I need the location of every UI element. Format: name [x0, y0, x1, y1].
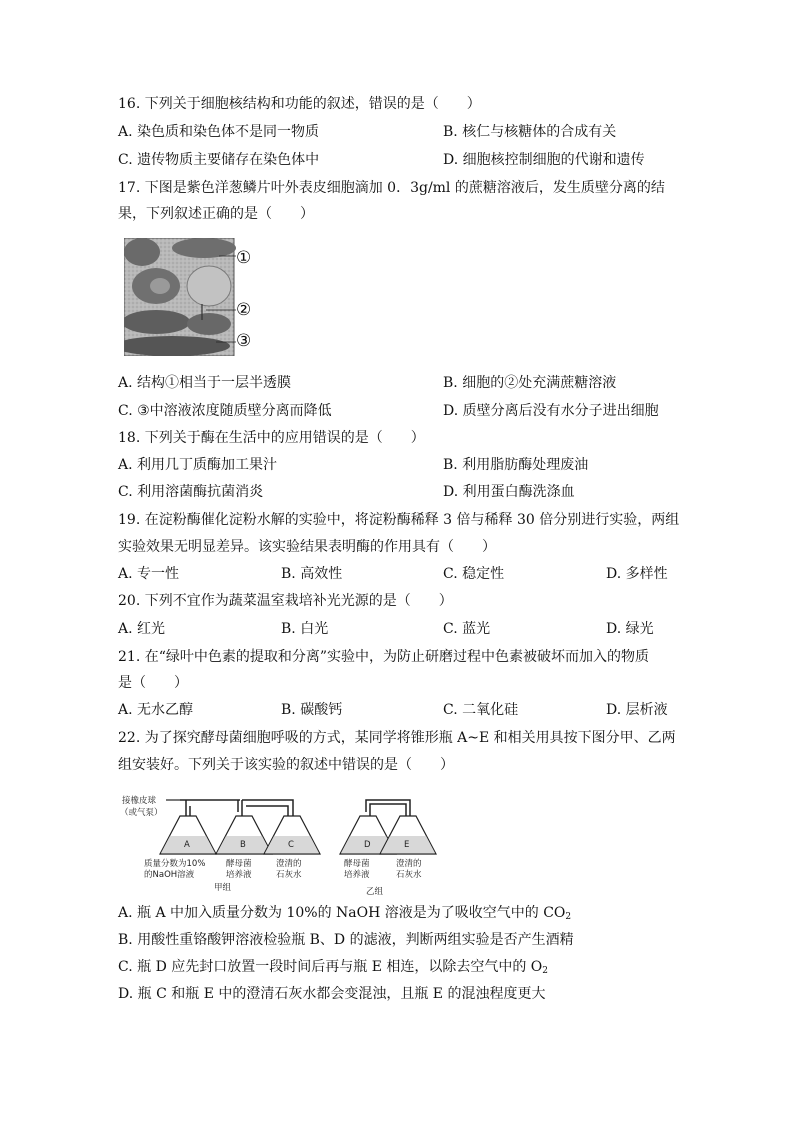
flask-e-letter: E: [404, 840, 410, 850]
lime-label-1-group2: 澄清的: [396, 859, 422, 869]
q20-option-b: B. 白光: [281, 621, 329, 637]
q22-stem-line1: 22. 为了探究酵母菌细胞呼吸的方式，某同学将锥形瓶 A~E 和相关用具按下图分甲、乙两: [118, 730, 676, 746]
q17-option-b: B. 细胞的②处充满蔗糖溶液: [443, 375, 617, 391]
yeast-label-2-group2: 培养液: [344, 870, 370, 880]
yeast-label-1-group2: 酵母菌: [344, 859, 370, 869]
lime-label-2-group1: 石灰水: [276, 870, 302, 880]
q16-option-d: D. 细胞核控制细胞的代谢和遗传: [443, 152, 645, 168]
q19-option-b: B. 高效性: [281, 566, 343, 582]
figure-label-1: ①: [236, 248, 252, 268]
q16-option-c: C. 遗传物质主要储存在染色体中: [118, 152, 320, 168]
q19-option-a: A. 专一性: [118, 566, 180, 582]
yeast-respiration-apparatus-figure: [118, 792, 448, 897]
q16-stem: 16. 下列关于细胞核结构和功能的叙述，错误的是（ ）: [118, 96, 481, 112]
q21-stem-line2: 是（ ）: [118, 675, 188, 691]
yeast-label-2-group1: 培养液: [226, 870, 252, 880]
q18-option-b: B. 利用脂肪酶处理废油: [443, 457, 589, 473]
flask-a-letter: A: [184, 840, 190, 850]
pump-label-1: 接橡皮球: [122, 796, 157, 806]
q17-option-a: A. 结构①相当于一层半透膜: [118, 375, 292, 391]
q16-option-a: A. 染色质和染色体不是同一物质: [118, 124, 320, 140]
q16-option-b: B. 核仁与核糖体的合成有关: [443, 124, 617, 140]
q20-stem: 20. 下列不宜作为蔬菜温室栽培补光光源的是（ ）: [118, 593, 453, 609]
group-jia-label: 甲组: [214, 883, 232, 893]
q18-option-d: D. 利用蛋白酶洗涤血: [443, 484, 575, 500]
q22-option-a-subscript: 2: [565, 912, 572, 922]
q19-stem-line1: 19. 在淀粉酶催化淀粉水解的实验中，将淀粉酶稀释 3 倍与稀释 30 倍分别进行实验，两组: [118, 512, 680, 528]
q22-option-b: B. 用酸性重铬酸钾溶液检验瓶 B、D 的滤液，判断两组实验是否产生酒精: [118, 932, 574, 948]
q20-option-d: D. 绿光: [606, 621, 654, 637]
q21-option-d: D. 层析液: [606, 702, 668, 718]
lime-label-1-group1: 澄清的: [276, 859, 302, 869]
q19-option-c: C. 稳定性: [443, 566, 505, 582]
q19-stem-line2: 实验效果无明显差异。该实验结果表明酶的作用具有（ ）: [118, 539, 496, 555]
q22-option-c: C. 瓶 D 应先封口放置一段时间后再与瓶 E 相连，以除去空气中的 $O_2$: [118, 959, 549, 976]
q17-stem-line1: 17. 下图是紫色洋葱鳞片叶外表皮细胞滴加 0．3g/ml 的蔗糖溶液后，发生质壁分离的结: [118, 180, 665, 196]
q22-option-d: D. 瓶 C 和瓶 E 中的澄清石灰水都会变混浊，且瓶 E 的混浊程度更大: [118, 986, 546, 1002]
q17-stem-line2: 果，下列叙述正确的是（ ）: [118, 206, 314, 222]
q18-option-c: C. 利用溶菌酶抗菌消炎: [118, 484, 264, 500]
lime-label-2-group2: 石灰水: [396, 870, 422, 880]
flask-c-letter: C: [288, 840, 294, 850]
q20-option-a: A. 红光: [118, 621, 166, 637]
q18-option-a: A. 利用几丁质酶加工果汁: [118, 457, 278, 473]
figure-label-3: ③: [236, 331, 252, 351]
naoh-label-2: 的NaOH溶液: [144, 870, 195, 880]
q17-option-d: D. 质壁分离后没有水分子进出细胞: [443, 403, 659, 419]
q21-option-a: A. 无水乙醇: [118, 702, 194, 718]
flask-d-letter: D: [364, 840, 371, 850]
q22-option-c-subscript: 2: [542, 966, 549, 976]
q22-option-a: A. 瓶 A 中加入质量分数为 10%的 NaOH 溶液是为了吸收空气中的 $CO_2$: [118, 905, 572, 922]
q21-option-b: B. 碳酸钙: [281, 702, 343, 718]
q19-option-d: D. 多样性: [606, 566, 668, 582]
q22-stem-line2: 组安装好。下列关于该实验的叙述中错误的是（ ）: [118, 757, 454, 773]
q17-option-c: C. ③中溶液浓度随质壁分离而降低: [118, 403, 332, 419]
q21-option-c: C. 二氧化硅: [443, 702, 519, 718]
flask-b-letter: B: [240, 840, 246, 850]
figure-label-2: ②: [236, 300, 252, 320]
q18-stem: 18. 下列关于酶在生活中的应用错误的是（ ）: [118, 430, 425, 446]
q20-option-c: C. 蓝光: [443, 621, 491, 637]
group-yi-label: 乙组: [366, 887, 384, 897]
naoh-label-1: 质量分数为10%: [144, 859, 206, 869]
yeast-label-1-group1: 酵母菌: [226, 859, 252, 869]
pump-label-2: （或气泵）: [120, 808, 163, 818]
q21-stem-line1: 21. 在“绿叶中色素的提取和分离”实验中，为防止研磨过程中色素被破坏而加入的物质: [118, 649, 650, 665]
